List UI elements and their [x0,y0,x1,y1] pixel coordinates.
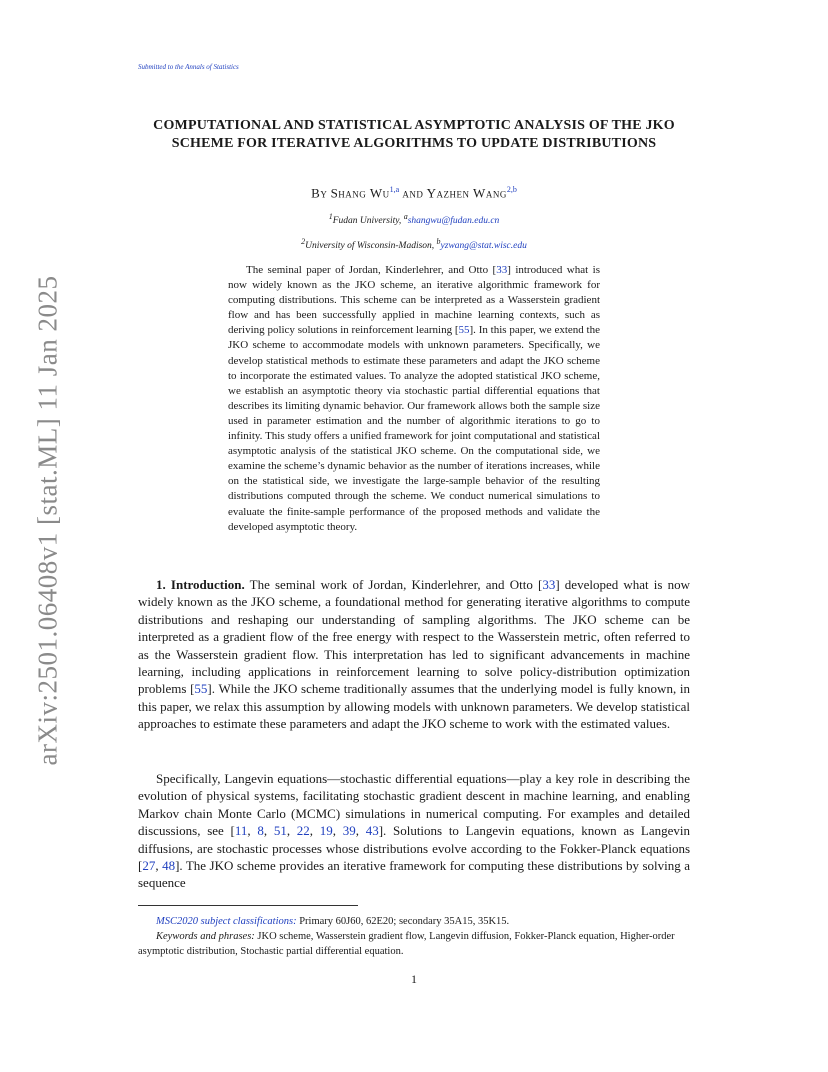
citation-link[interactable]: 22 [296,823,310,839]
citation-link[interactable]: 19 [319,823,333,839]
citation-link[interactable]: 8 [257,823,264,839]
by-label: By [311,185,328,201]
citation-link[interactable]: 55 [458,324,470,337]
email-marker: b [436,237,441,246]
msc-footnote [138,914,690,929]
body-text: ] developed what is now widely known as the JKO scheme, a foundational method for generating iterative algorithms to compute distributions and reshaping our understanding of sampling algorithms. The JKO scheme can be interpreted as a gradient flow of the free energy with respect to the Wasserstein metric, often referred to as the Wasserstein gradient flow. This interpretation has led to significant advancements in machine learning, including applications in reinforcement learning to solve policy-distribution optimization problems [ [138,577,690,697]
keywords-text: JKO scheme, Wasserstein gradient flow, Langevin diffusion, Fokker-Planck equation, Higher-order asymptotic distribution, Stochastic partial differential equation. [138,931,675,957]
email-marker: a [403,212,408,221]
author-line [138,185,690,201]
keywords-label: Keywords and phrases: [156,931,255,942]
body-text: ]. Solutions to Langevin equations, known as Langevin diffusions, are stochastic processes whose distributions evolve according to the Fokker-Planck equations [ [138,823,690,874]
citation-link[interactable]: 43 [365,823,379,839]
author-name: Shang Wu [330,185,390,201]
arxiv-sidebar-stamp: arXiv:2501.06408v1 [stat.ML] 11 Jan 2025 [32,275,63,766]
author-superscript[interactable]: 1,a [389,185,400,194]
citation-link[interactable]: 33 [542,577,556,592]
abstract-text: The seminal paper of Jordan, Kinderlehrer, and Otto [ [246,264,497,276]
email-link[interactable]: yzwang@stat.wisc.edu [440,241,527,252]
affiliation [138,212,690,226]
page-number: 1 [411,972,417,986]
body-paragraph: Specifically, Langevin equations—stochastic differential equations—play a key role in describing the evolution of physical systems, facilitating stochastic gradient descent in machine learning, and enabling Markov chain Monte Carlo (MCMC) simulations in numerical computing. For examples and detailed discussions, see [11, 8, 51, 22, 19, 39, 43]. Solutions to Langevin equations, known as Langevin diffusions, are stochastic processes whose distributions evolve according to the Fokker-Planck equations [27, 48]. The JKO scheme provides an iterative framework for computing these distributions by solving a sequence [138,771,691,891]
keywords-footnote [138,929,690,959]
citation-link[interactable]: 27 [142,858,156,874]
and-label: and [402,185,424,201]
citation-link[interactable]: 55 [194,681,208,697]
abstract-text: ]. In this paper, we extend the JKO scheme to accommodate models with unknown parameters. Specifically, we develop statistical methods to estimate these parameters and adapt the JKO scheme to incorporate the estimated values. To analyze the adopted statistical JKO scheme, we establish an asymptotic theory via stochastic partial differential equations that describes its limiting dynamic behavior. Our framework allows both the sample size used in parameter estimation and the number of algorithmic iterations to go to infinity. This study offers a unified framework for joint computational and statistical asymptotic analysis of the statistical JKO scheme. On the computational side, we examine the scheme’s dynamic behavior as the number of iterations increases, while on the statistical side, we investigate the large-sample behavior of the resulting distributions computed through the scheme. We conduct numerical simulations to evaluate the finite-sample performance of the proposed methods and validate the developed asymptotic theory. [228,324,600,533]
citation-link[interactable]: 48 [162,858,176,874]
citation-link[interactable]: 39 [342,823,356,839]
citation-link[interactable]: 51 [273,823,287,839]
affiliation [138,237,690,251]
intro-paragraph [138,576,690,733]
citation-link[interactable]: 11 [234,823,248,839]
body-text: Specifically, Langevin equations—stochastic differential equations—play a key role in describing the evolution of physical systems, facilitating stochastic gradient descent in machine learning, and enabling Markov chain Monte Carlo (MCMC) simulations in numerical computing. For examples and detailed discussions, see [ [138,771,690,839]
msc-text: Primary 60J60, 62E20; secondary 35A15, 35K15. [296,916,510,927]
affiliation-name: University of Wisconsin-Madison, [305,241,437,252]
journal-header: Submitted to the Annals of Statistics [138,63,239,71]
abstract-text: ] introduced what is now widely known as the JKO scheme, an iterative algorithmic framework for computing distributions. This scheme can be interpreted as a Wasserstein gradient flow and has been successfully applied in machine learning contexts, such as deriving policy solutions in reinforcement learning [ [228,264,600,337]
body-text: ]. While the JKO scheme traditionally assumes that the underlying model is fully known, in this paper, we relax this assumption by allowing models with unknown parameters. We develop statistical approaches to estimate these parameters and adapt the JKO scheme to work with the estimated values. [138,681,691,732]
affiliation-number: 1 [328,212,333,221]
msc-label-link[interactable]: MSC2020 subject classifications: [156,916,297,927]
body-text: The seminal work of Jordan, Kinderlehrer, and Otto [ [244,577,543,592]
author-name: Yazhen Wang [426,185,507,201]
affiliation-number: 2 [301,237,306,246]
email-link[interactable]: shangwu@fudan.edu.cn [407,216,500,227]
section-heading: 1. Introduction. [156,577,245,592]
footnote-divider [138,905,358,906]
citation-link[interactable]: 33 [496,264,508,276]
body-text: ]. The JKO scheme provides an iterative framework for computing these distributions by solving a sequence [138,858,691,891]
paper-title: COMPUTATIONAL AND STATISTICAL ASYMPTOTIC ANALYSIS OF THE JKO SCHEME FOR ITERATIVE ALGORITHMS TO UPDATE DISTRIBUTIONS [153,118,675,151]
affiliation-name: Fudan University, [332,216,404,227]
abstract [228,263,600,535]
author-superscript[interactable]: 2,b [506,185,517,194]
